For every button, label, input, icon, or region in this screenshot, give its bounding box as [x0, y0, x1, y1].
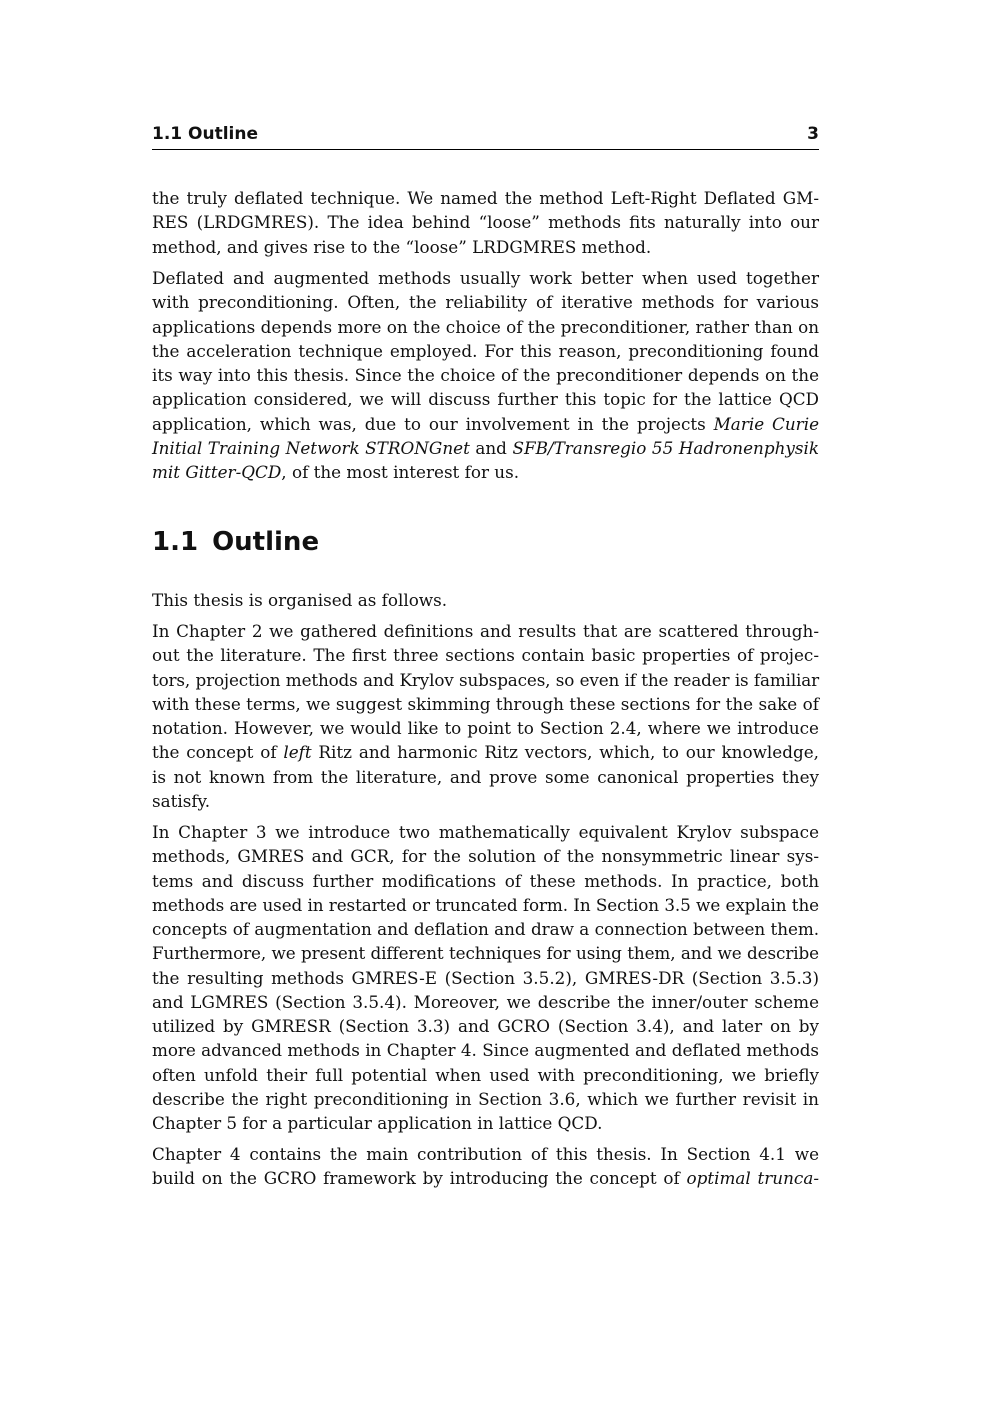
text-line: This thesis is organised as follows. — [152, 590, 448, 610]
text-segment: , of the most interest for us. — [281, 462, 520, 482]
text-line: applications depends more on the choice of the preconditioner, rather than on — [152, 316, 819, 337]
text-line: tors, projection methods and Krylov subspaces, so even if the reader is familiar — [152, 669, 819, 690]
text-line: with preconditioning. Often, the reliability of iterative methods for various — [152, 292, 819, 313]
text-line: application considered, we will discuss further this topic for the lattice QCD — [152, 389, 819, 410]
text-line: method, and gives rise to the “loose” LRDGMRES method. — [152, 236, 652, 257]
intro-paragraph-2 — [152, 266, 819, 484]
text-line: Deflated and augmented methods usually work better when used together — [152, 268, 819, 288]
text-line: more advanced methods in Chapter 4. Since augmented and deflated methods — [152, 1040, 819, 1061]
text-line: its way into this thesis. Since the choice of the preconditioner depends on the — [152, 365, 819, 385]
project-name: Marie Curie — [713, 413, 819, 434]
text-line: methods are used in restarted or truncated form. In Section 3.5 we explain the — [152, 894, 819, 915]
text-line: tems and discuss further modifications of these methods. In practice, both — [152, 870, 819, 891]
text-line: Furthermore, we present different techniques for using them, and we describe — [152, 943, 819, 964]
text-line: In Chapter 3 we introduce two mathematically equivalent Krylov subspace — [152, 822, 819, 842]
section-number: 1.1 — [152, 527, 199, 557]
text-segment: build on the GCRO framework by introducing the concept of — [152, 1168, 680, 1189]
section-title: Outline — [212, 527, 320, 557]
text-line: Chapter 5 for a particular application in lattice QCD. — [152, 1113, 603, 1133]
text-line — [152, 1166, 819, 1190]
text-line: the truly deflated technique. We named the method Left-Right Deflated GM- — [152, 188, 819, 208]
project-name: Initial Training Network STRONGnet — [152, 437, 470, 458]
outline-paragraph-3 — [152, 820, 819, 1135]
text-line: the acceleration technique employed. For this reason, preconditioning found — [152, 340, 819, 361]
section-heading — [152, 527, 319, 557]
text-line: concepts of augmentation and deflation and draw a connection between them. — [152, 919, 819, 939]
outline-paragraph-4 — [152, 1142, 819, 1191]
text-line — [152, 460, 819, 484]
running-head-title: 1.1 Outline — [152, 124, 259, 144]
text-line: utilized by GMRESR (Section 3.3) and GCRO (Section 3.4), and later on by — [152, 1016, 819, 1036]
text-segment: application, which was, due to our involvement in the projects — [152, 413, 706, 434]
running-head — [152, 122, 819, 150]
text-line: Chapter 4 contains the main contribution of this thesis. In Section 4.1 we — [152, 1144, 819, 1164]
outline-paragraph-1 — [152, 588, 819, 612]
text-line: notation. However, we would like to point to Section 2.4, where we introduce — [152, 718, 819, 738]
text-line: methods, GMRES and GCR, for the solution of the nonsymmetric linear sys- — [152, 846, 819, 867]
text-line: with these terms, we suggest skimming through these sections for the sake of — [152, 693, 819, 714]
text-line: out the literature. The first three sections contain basic properties of projec- — [152, 645, 819, 666]
text-line: and LGMRES (Section 3.5.4). Moreover, we describe the inner/outer scheme — [152, 991, 819, 1012]
text-line: In Chapter 2 we gathered definitions and results that are scattered through- — [152, 621, 819, 641]
text-line — [152, 740, 819, 764]
text-line: often unfold their full potential when used with preconditioning, we briefly — [152, 1064, 819, 1085]
text-line: satisfy. — [152, 790, 211, 811]
text-segment: Ritz and harmonic Ritz vectors, which, to our knowledge, — [318, 742, 819, 763]
text-line — [152, 412, 819, 436]
text-line: is not known from the literature, and prove some canonical properties they — [152, 766, 819, 787]
emphasis: left — [283, 742, 312, 763]
outline-paragraph-2 — [152, 619, 819, 813]
emphasis: optimal trunca- — [686, 1168, 819, 1189]
project-name: SFB/Transregio 55 Hadronenphysik — [512, 437, 820, 458]
text-line: describe the right preconditioning in Section 3.6, which we further revisit in — [152, 1088, 819, 1109]
text-line: the resulting methods GMRES-E (Section 3.5.2), GMRES-DR (Section 3.5.3) — [152, 967, 819, 988]
text-segment: and — [475, 437, 507, 458]
page-number: 3 — [807, 124, 819, 144]
project-name: mit Gitter-QCD — [152, 462, 282, 482]
text-line — [152, 436, 819, 460]
text-segment: the concept of — [152, 742, 277, 763]
text-line: RES (LRDGMRES). The idea behind “loose” methods fits naturally into our — [152, 212, 819, 233]
intro-paragraph-1 — [152, 186, 819, 259]
